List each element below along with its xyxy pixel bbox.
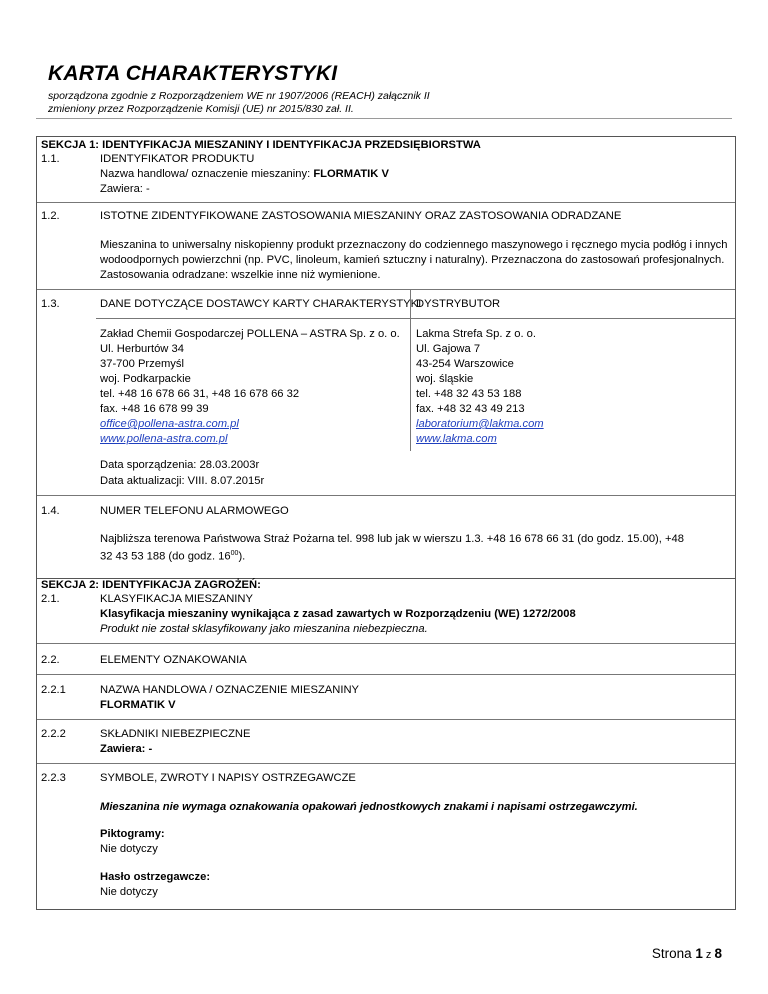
s21-number: 2.1.: [41, 593, 60, 605]
s221-value: FLORMATIK V: [100, 699, 176, 711]
distributor-web-link[interactable]: www.lakma.com: [416, 433, 497, 445]
divider: [37, 719, 735, 720]
supplier-city: 37-700 Przemyśl: [100, 358, 184, 370]
divider: [37, 763, 735, 764]
emergency-text-line2: [100, 547, 245, 565]
page-footer: [652, 946, 722, 961]
divider: [96, 318, 735, 319]
distributor-fax: fax. +48 32 43 49 213: [416, 403, 525, 415]
s12-title: ISTOTNE ZIDENTYFIKOWANE ZASTOSOWANIA MIESZANINY ORAZ ZASTOSOWANIA ODRADZANE: [100, 210, 622, 222]
s222-value: Zawiera: -: [100, 743, 153, 755]
s21-classification: Klasyfikacja mieszaniny wynikająca z zasad zawartych w Rozporządzeniu (WE) 1272/2008: [100, 608, 576, 620]
supplier-web-link[interactable]: www.pollena-astra.com.pl: [100, 433, 228, 445]
emergency-hour-superscript: 00: [230, 550, 239, 557]
document-subtitle-line2: zmieniony przez Rozporządzenie Komisji (UE) nr 2015/830 zał. II.: [48, 103, 354, 115]
s14-number: 1.4.: [41, 505, 60, 517]
divider: [37, 289, 735, 290]
s221-title: NAZWA HANDLOWA / OZNACZENIE MIESZANINY: [100, 684, 359, 696]
s11-trade-name: [100, 167, 389, 182]
s11-number: 1.1.: [41, 153, 60, 165]
distributor-name: Lakma Strefa Sp. z o. o.: [416, 328, 537, 340]
s13-number: 1.3.: [41, 298, 60, 310]
supplier-street: Ul. Herburtów 34: [100, 343, 184, 355]
signal-word-value: Nie dotyczy: [100, 886, 158, 898]
distributor-title: DYSTRYBUTOR: [416, 298, 501, 310]
trade-name-label: Nazwa handlowa/ oznaczenie mieszaniny:: [100, 168, 314, 180]
s12-description: Mieszanina to uniwersalny niskopienny produkt przeznaczony do codziennego maszynowego i ręcznego mycia podłóg i innych wodoodpornych powierzchni (np. PVC, linoleum, kamień sztuczny i naturalny). Przeznaczona do zastosowań profesjonalnych. Zastosowania odradzane: wszelkie inne niż wymienione.: [100, 239, 728, 281]
signal-word-label: Hasło ostrzegawcze:: [100, 871, 211, 883]
footer-prefix: Strona: [651, 946, 696, 961]
divider: [37, 643, 735, 644]
s21-not-classified: Produkt nie został sklasyfikowany jako mieszanina niebezpieczna.: [100, 623, 428, 635]
section-1-heading: SEKCJA 1: IDENTYFIKACJA MIESZANINY I IDENTYFIKACJA PRZEDSIĘBIORSTWA: [41, 139, 481, 151]
distributor-street: Ul. Gajowa 7: [416, 343, 481, 355]
supplier-fax: fax. +48 16 678 99 39: [100, 403, 209, 415]
divider: [37, 202, 735, 203]
s221-number: 2.2.1: [41, 684, 66, 696]
distributor-email-link[interactable]: laboratorium@lakma.com: [416, 418, 544, 430]
footer-separator: z: [702, 949, 715, 961]
section-2-box: [36, 578, 736, 910]
document-subtitle-line1: sporządzona zgodnie z Rozporządzeniem WE nr 1907/2006 (REACH) załącznik II: [48, 90, 430, 102]
distributor-tel: tel. +48 32 43 53 188: [416, 388, 522, 400]
distributor-region: woj. śląskie: [416, 373, 474, 385]
trade-name-value: FLORMATIK V: [313, 168, 389, 180]
s222-number: 2.2.2: [41, 728, 66, 740]
section-2-heading: SEKCJA 2: IDENTYFIKACJA ZAGROŻEŃ:: [41, 579, 261, 591]
document-title: KARTA CHARAKTERYSTYKI: [48, 62, 338, 85]
emergency-text-line1: Najbliższa terenowa Państwowa Straż Pożarna tel. 998 lub jak w wierszu 1.3. +48 16 678 66 31 (do godz. 15.00), +48: [100, 533, 684, 545]
s22-title: ELEMENTY OZNAKOWANIA: [100, 654, 247, 666]
section-1-box: [36, 136, 736, 579]
supplier-email-link[interactable]: office@pollena-astra.com.pl: [100, 418, 239, 430]
pictograms-value: Nie dotyczy: [100, 843, 158, 855]
document-header: [48, 62, 430, 116]
supplier-region: woj. Podkarpackie: [100, 373, 191, 385]
header-divider: [36, 118, 732, 119]
s21-title: KLASYFIKACJA MIESZANINY: [100, 593, 253, 605]
page-number: 1: [695, 946, 703, 961]
date-created: Data sporządzenia: 28.03.2003r: [100, 459, 260, 471]
s11-contains: Zawiera: -: [100, 183, 150, 195]
s222-title: SKŁADNIKI NIEBEZPIECZNE: [100, 728, 251, 740]
s13-title: DANE DOTYCZĄCE DOSTAWCY KARTY CHARAKTERYSTYKI: [100, 298, 422, 310]
page-total: 8: [714, 946, 722, 961]
s22-number: 2.2.: [41, 654, 60, 666]
pictograms-label: Piktogramy:: [100, 828, 165, 840]
s223-number: 2.2.3: [41, 772, 66, 784]
s12-number: 1.2.: [41, 210, 60, 222]
s11-title: IDENTYFIKATOR PRODUKTU: [100, 153, 255, 165]
date-updated: Data aktualizacji: VIII. 8.07.2015r: [100, 475, 265, 487]
distributor-city: 43-254 Warszowice: [416, 358, 514, 370]
s223-note: Mieszanina nie wymaga oznakowania opakowań jednostkowych znakami i napisami ostrzegawczymi.: [100, 801, 638, 813]
s223-title: SYMBOLE, ZWROTY I NAPISY OSTRZEGAWCZE: [100, 772, 356, 784]
emergency-text-end: ).: [238, 550, 246, 563]
supplier-name: Zakład Chemii Gospodarczej POLLENA – ASTRA Sp. z o. o.: [100, 328, 400, 340]
divider: [37, 495, 735, 496]
divider: [37, 674, 735, 675]
column-divider: [410, 289, 411, 451]
s14-title: NUMER TELEFONU ALARMOWEGO: [100, 505, 289, 517]
emergency-text-part: 32 43 53 188 (do godz. 16: [100, 550, 231, 563]
supplier-tel: tel. +48 16 678 66 31, +48 16 678 66 32: [100, 388, 300, 400]
